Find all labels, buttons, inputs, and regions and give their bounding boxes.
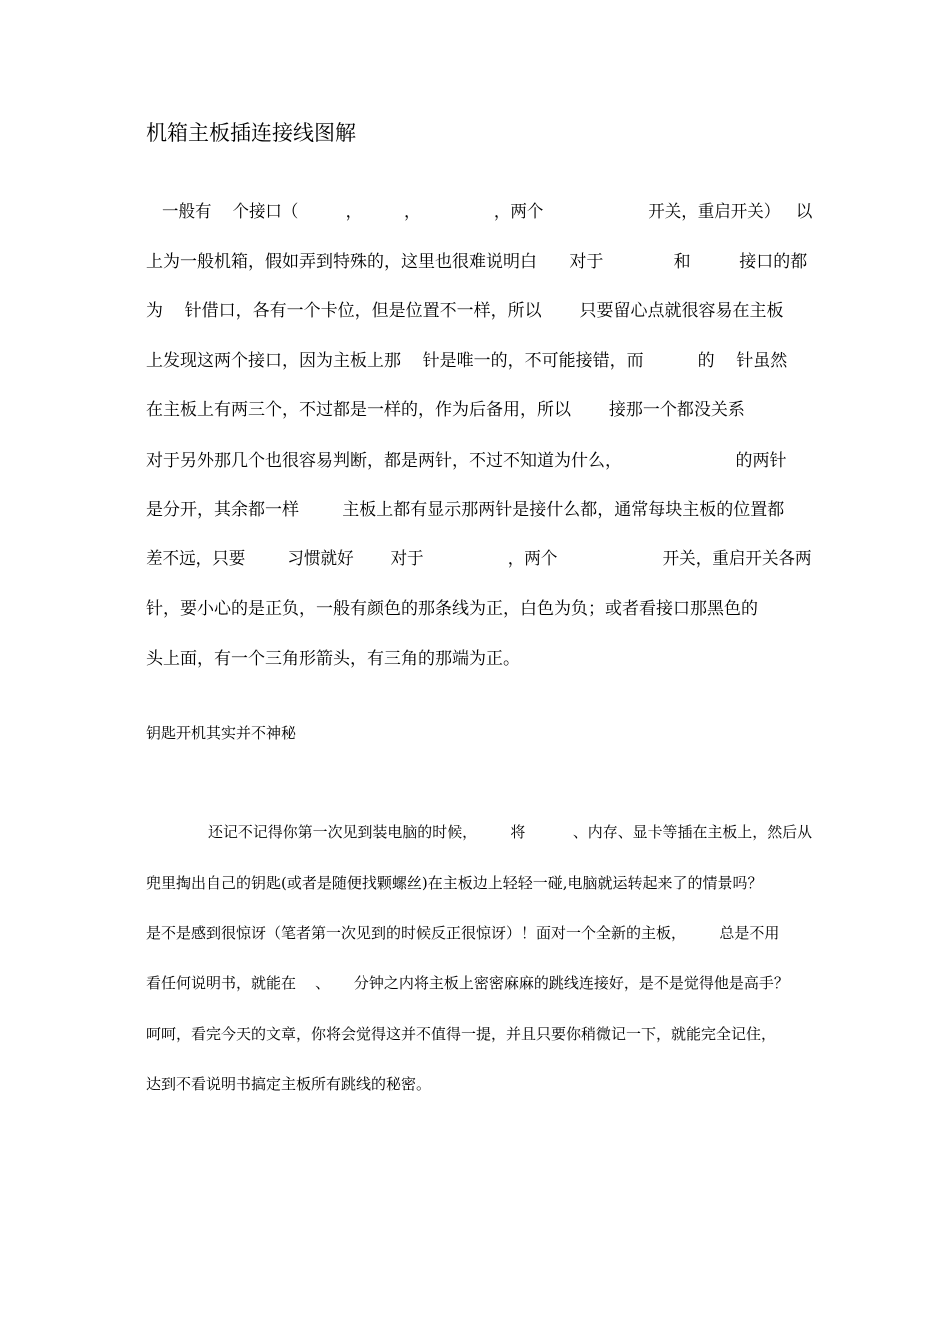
paragraph-line: 头上面，有一个三角形箭头，有三角的那端为正。 [146, 649, 520, 669]
section-subtitle: 钥匙开机其实并不神秘 [146, 724, 297, 742]
paragraph-line: 看任何说明书，就能在 、 分钟之内将主板上密密麻麻的跳线连接好，是不是觉得他是高手？ [146, 974, 789, 992]
paragraph-line: 对于另外那几个也很容易判断，都是两针，不过不知道为什么， 的两针 [146, 451, 787, 471]
paragraph-line: 差不远，只要 习惯就好 对于 ，两个 开关，重启开关各两 [146, 549, 812, 569]
paragraph-line: 是分开，其余都一样 主板上都有显示那两针是接什么都，通常每块主板的位置都 [146, 500, 785, 520]
document-title: 机箱主板插连接线图解 [146, 121, 356, 145]
paragraph-line: 还记不记得你第一次见到装电脑的时候， 将 、内存、显卡等插在主板上，然后从 [208, 823, 813, 841]
paragraph-line: 上为一般机箱，假如弄到特殊的，这里也很难说明白 对于 和 接口的都 [146, 252, 808, 272]
paragraph-line: 达到不看说明书搞定主板所有跳线的秘密。 [146, 1075, 432, 1093]
paragraph-line: 为 针借口，各有一个卡位，但是位置不一样，所以 只要留心点就很容易在主板 [146, 301, 784, 321]
paragraph-line: 在主板上有两三个，不过都是一样的，作为后备用，所以 接那一个都没关系 [146, 400, 745, 420]
paragraph-line: 上发现这两个接口，因为主板上那 针是唯一的，不可能接错，而 的 针虽然 [146, 351, 788, 371]
paragraph-line: 呵呵，看完今天的文章，你将会觉得这并不值得一提，并且只要你稍微记一下，就能完全记住， [146, 1025, 777, 1043]
paragraph-line: 针，要小心的是正负，一般有颜色的那条线为正，白色为负；或者看接口那黑色的 [146, 599, 758, 619]
paragraph-line: 一般有 个接口（ ， ， ，两个 开关，重启开关） 以 [162, 202, 813, 222]
paragraph-line: 是不是感到很惊讶（笔者第一次见到的时候反正很惊讶）！面对一个全新的主板， 总是不用 [146, 924, 780, 942]
paragraph-line: 兜里掏出自己的钥匙(或者是随便找颗螺丝)在主板边上轻轻一碰,电脑就运转起来了的情景吗？ [146, 874, 763, 892]
